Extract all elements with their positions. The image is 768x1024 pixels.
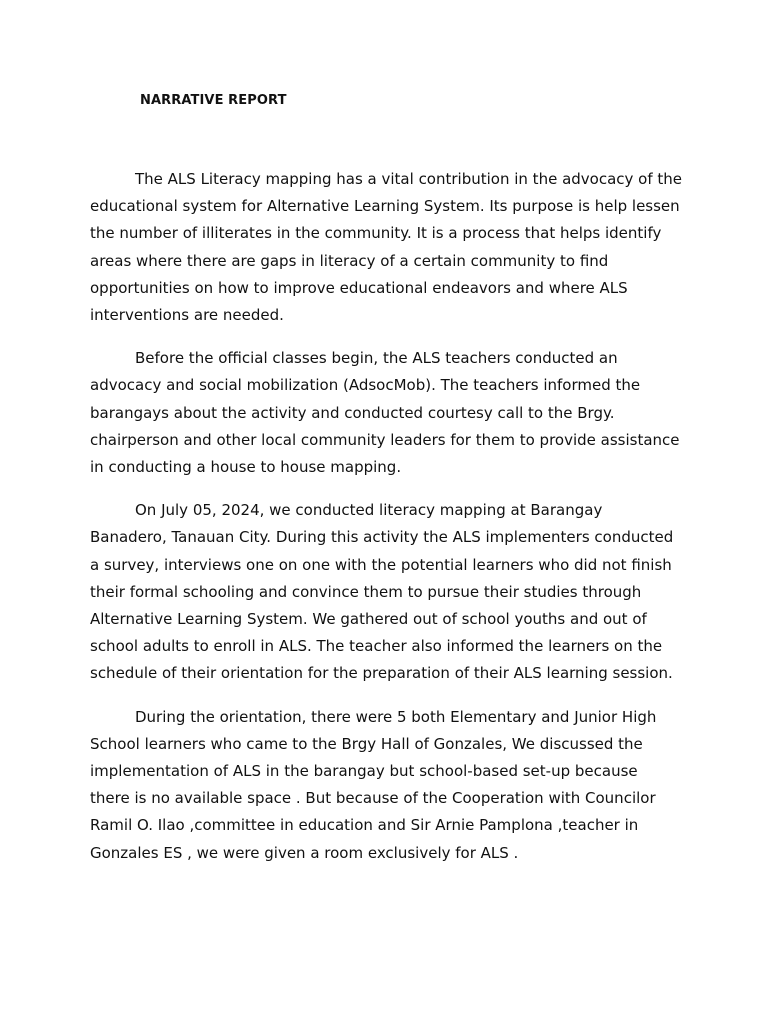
paragraph-advocacy-mobilization: Before the official classes begin, the ALS teachers conducted an advocacy and social mobilization (AdsocMob). The teachers informed the barangays about the activity and conducted courtesy call to the Brgy. chairperson and other local community leaders for them to provide assistance in conducting a house to house mapping. — [90, 349, 680, 477]
paragraph-literacy-mapping-purpose: The ALS Literacy mapping has a vital contribution in the advocacy of the educational system for Alternative Learning System. Its purpose is help lessen the number of illiterates in the community. It is a process that helps identify areas where there are gaps in literacy of a certain community to find opportunities on how to improve educational endeavors and where ALS interventions are needed. — [90, 170, 683, 325]
report-body — [90, 166, 682, 883]
page-title: NARRATIVE REPORT — [140, 93, 287, 108]
paragraph-mapping-activity: On July 05, 2024, we conducted literacy mapping at Barangay Banadero, Tanauan City. During this activity the ALS implementers conducted a survey, interviews one on one with the potential learners who did not finish their formal schooling and convince them to pursue their studies through Alternative Learning System. We gathered out of school youths and out of school adults to enroll in ALS. The teacher also informed the learners on the schedule of their orientation for the preparation of their ALS learning session. — [90, 501, 674, 683]
paragraph-orientation: During the orientation, there were 5 both Elementary and Junior High School learners who came to the Brgy Hall of Gonzales, We discussed the implementation of ALS in the barangay but school-based set-up because there is no available space . But because of the Cooperation with Councilor Ramil O. Ilao ,committee in education and Sir Arnie Pamplona ,teacher in Gonzales ES , we were given a room exclusively for ALS . — [90, 707, 657, 862]
